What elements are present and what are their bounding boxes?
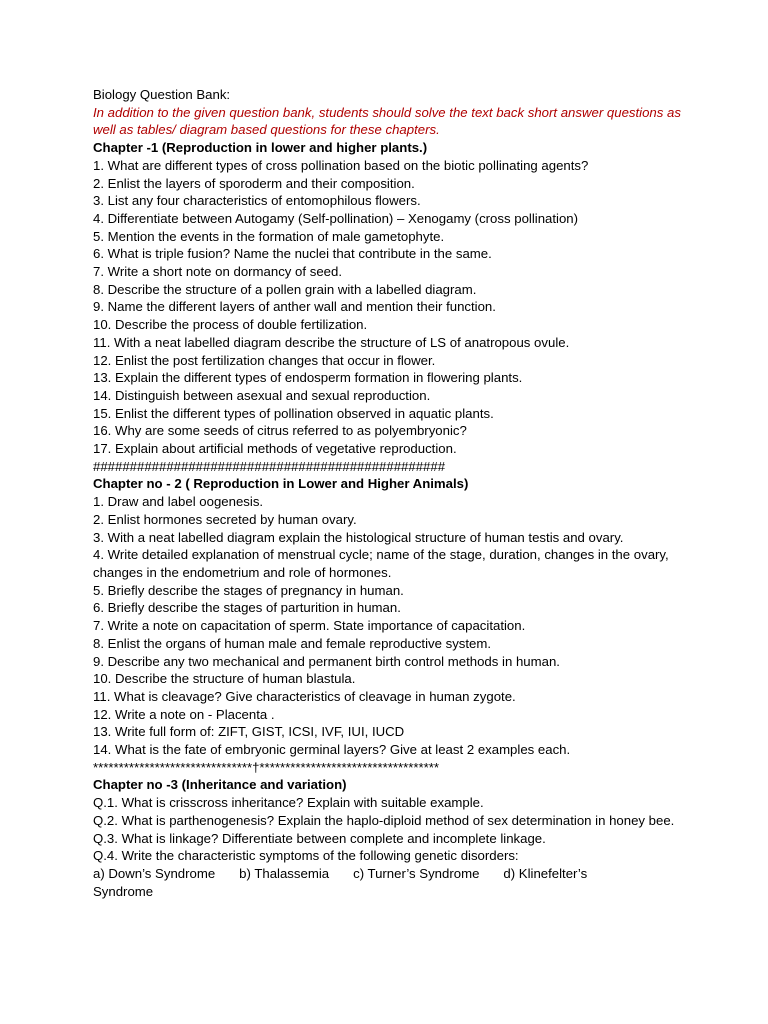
question-item: 6. What is triple fusion? Name the nuclei that contribute in the same. [93,246,492,262]
separator-stars: *******************************†*********************************** [93,759,440,775]
question-item: 13. Explain the different types of endosperm formation in flowering plants. [93,370,523,386]
question-item: 1. What are different types of cross pollination based on the biotic pollinating agents? [93,157,589,173]
question-item: 9. Describe any two mechanical and permanent birth control methods in human. [93,653,560,669]
question-item: 5. Briefly describe the stages of pregnancy in human. [93,582,404,598]
question-item: 12. Write a note on - Placenta . [93,706,275,722]
question-item: Q.4. Write the characteristic symptoms of the following genetic disorders: [93,848,519,864]
option-b: b) Thalassemia [239,865,330,881]
question-item: 10. Describe the process of double fertilization. [93,317,368,333]
question-item: 7. Write a short note on dormancy of seed. [93,264,342,280]
question-item: 7. Write a note on capacitation of sperm. State importance of capacitation. [93,618,526,634]
option-a: a) Down’s Syndrome [93,865,216,881]
question-item: 16. Why are some seeds of citrus referred to as polyembryonic? [93,423,467,439]
chapter-3-heading: Chapter no -3 (Inheritance and variation) [93,777,347,793]
question-item: 12. Enlist the post fertilization changes that occur in flower. [93,352,436,368]
question-item: 15. Enlist the different types of pollination observed in aquatic plants. [93,405,494,421]
question-item: Q.2. What is parthenogenesis? Explain the haplo-diploid method of sex determination in honey bee. [93,812,675,828]
question-item: Q.1. What is crisscross inheritance? Explain with suitable example. [93,795,484,811]
question-item: 11. With a neat labelled diagram describe the structure of LS of anatropous ovule. [93,334,570,350]
option-c: c) Turner’s Syndrome [353,865,480,881]
question-item: 9. Name the different layers of anther wall and mention their function. [93,299,496,315]
question-item: 8. Enlist the organs of human male and female reproductive system. [93,635,492,651]
question-item: 8. Describe the structure of a pollen grain with a labelled diagram. [93,281,477,297]
document-page [93,86,693,900]
chapter-2-questions [93,493,693,759]
question-item: 4. Write detailed explanation of menstrual cycle; name of the stage, duration, changes in the ovary, changes in the endometrium and role of hormones. [93,547,669,580]
chapter-1-heading: Chapter -1 (Reproduction in lower and higher plants.) [93,140,428,156]
chapter-3-questions [93,794,693,900]
question-item: 10. Describe the structure of human blastula. [93,671,356,687]
question-item: 1. Draw and label oogenesis. [93,494,264,510]
chapter-1-questions [93,157,693,458]
question-item: 14. Distinguish between asexual and sexual reproduction. [93,387,431,403]
question-item: 11. What is cleavage? Give characteristics of cleavage in human zygote. [93,688,516,704]
question-item: 4. Differentiate between Autogamy (Self-pollination) – Xenogamy (cross pollination) [93,210,579,226]
question-item: 13. Write full form of: ZIFT, GIST, ICSI, IVF, IUI, IUCD [93,724,405,740]
question-item: 17. Explain about artificial methods of vegetative reproduction. [93,441,457,457]
question-item: Q.3. What is linkage? Differentiate between complete and incomplete linkage. [93,830,546,846]
question-item: 5. Mention the events in the formation of male gametophyte. [93,228,445,244]
document-title: Biology Question Bank: [93,87,231,102]
option-d: d) Klinefelter’s [503,865,588,881]
option-d-wrap: Syndrome [93,883,154,899]
question-item: 2. Enlist hormones secreted by human ovary. [93,511,357,527]
question-item: 3. With a neat labelled diagram explain the histological structure of human testis and ovary. [93,529,624,545]
instruction-note: In addition to the given question bank, students should solve the text back short answer questions as well as tables/ diagram based questions for these chapters. [93,104,681,138]
separator-hash: ################################################ [93,458,446,474]
question-item: 6. Briefly describe the stages of parturition in human. [93,600,401,616]
question-item: 3. List any four characteristics of entomophilous flowers. [93,193,421,209]
question-item: 2. Enlist the layers of sporoderm and their composition. [93,175,415,191]
question-item: 14. What is the fate of embryonic germinal layers? Give at least 2 examples each. [93,742,571,758]
chapter-2-heading: Chapter no - 2 ( Reproduction in Lower and Higher Animals) [93,476,469,492]
disorder-options [93,865,693,883]
